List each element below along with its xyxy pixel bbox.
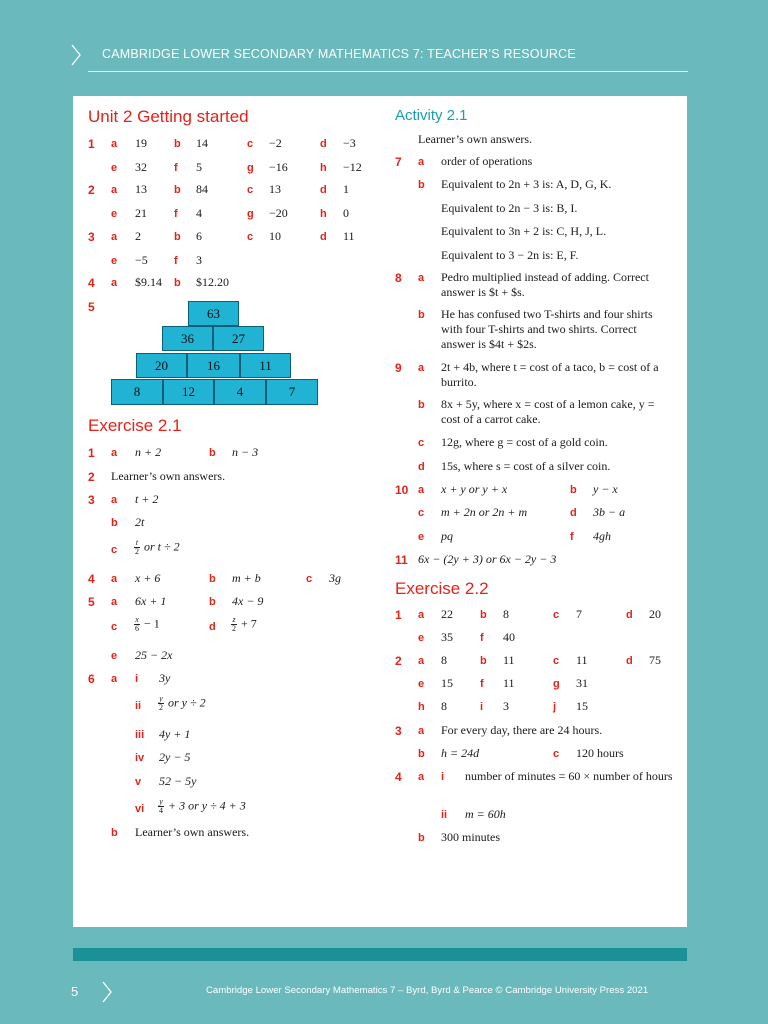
- answer: 20: [649, 607, 661, 621]
- part-letter: b: [209, 596, 216, 608]
- answer: 10: [269, 229, 281, 243]
- part-letter: b: [111, 517, 118, 529]
- part-letter: e: [418, 678, 425, 690]
- question-number: 2: [88, 183, 95, 197]
- pyramid-cell: 63: [188, 301, 239, 326]
- answer: 14: [196, 136, 208, 150]
- answer: 84: [196, 182, 208, 196]
- part-letter: c: [247, 231, 254, 243]
- part-letter: b: [418, 309, 425, 321]
- part-letter: c: [418, 437, 425, 449]
- answer: Equivalent to 3n + 2 is: C, H, J, L.: [441, 224, 607, 238]
- answer: 120 hours: [576, 746, 624, 760]
- footer-bar: [73, 948, 687, 961]
- answer: 6x − (2y + 3) or 6x − 2y − 3: [418, 552, 557, 566]
- answer: 11: [503, 653, 515, 667]
- part-roman: i: [441, 771, 445, 783]
- answer: 6x + 1: [135, 594, 167, 608]
- answer: 12g, where g = cost of a gold coin.: [441, 435, 608, 449]
- answer: −16: [269, 160, 288, 174]
- answer: x + 6: [135, 571, 161, 585]
- part-letter: b: [174, 184, 181, 196]
- part-letter: c: [553, 655, 560, 667]
- fraction: $\frac{x}{6}$: [135, 615, 139, 633]
- part-letter: d: [320, 184, 327, 196]
- pyramid-cell: 27: [213, 326, 264, 351]
- answer: 3b − a: [593, 505, 626, 519]
- part-letter: a: [418, 609, 425, 621]
- part-letter: g: [247, 208, 254, 220]
- part-letter: b: [174, 231, 181, 243]
- answer: Learner’s own answers.: [111, 469, 226, 483]
- answer: 6: [196, 229, 202, 243]
- answer: 15s, where s = cost of a silver coin.: [441, 459, 611, 473]
- answer: 3: [196, 253, 202, 267]
- question-number: 4: [395, 770, 402, 784]
- answer: 0: [343, 206, 349, 220]
- answer: 75: [649, 653, 661, 667]
- part-letter: f: [174, 208, 178, 220]
- answer: 32: [135, 160, 147, 174]
- part-letter: c: [553, 748, 560, 760]
- question-number: 2: [88, 470, 95, 484]
- answer: 4x − 9: [232, 594, 264, 608]
- question-number: 10: [395, 483, 409, 497]
- part-letter: c: [418, 507, 425, 519]
- part-letter: i: [480, 701, 484, 713]
- part-roman: iv: [135, 752, 145, 764]
- answer: 2t + 4b, where t = cost of a taco, b = cost of a burrito.: [441, 360, 659, 389]
- answer: 21: [135, 206, 147, 220]
- answer: 8: [441, 653, 447, 667]
- part-roman: iii: [135, 729, 145, 741]
- answer: −5: [135, 253, 148, 267]
- part-roman: ii: [441, 809, 448, 821]
- question-number: 1: [395, 608, 402, 622]
- fraction: $\frac{t}{2}$: [135, 538, 139, 556]
- part-letter: b: [418, 179, 425, 191]
- part-letter: c: [306, 573, 313, 585]
- answer: m + b: [232, 571, 261, 585]
- part-letter: e: [111, 208, 118, 220]
- part-letter: b: [418, 399, 425, 411]
- answer: n − 3: [232, 445, 259, 459]
- fraction: $\frac{y}{2}$: [159, 694, 163, 712]
- part-letter: b: [480, 609, 487, 621]
- question-number: 11: [395, 553, 408, 567]
- page-content: [73, 96, 687, 927]
- fraction: $\frac{y}{4}$: [159, 797, 163, 815]
- question-number: 1: [88, 137, 95, 151]
- answer: Pedro multiplied instead of adding. Correct answer is $t + $s.: [441, 270, 649, 299]
- answer: m = 60h: [465, 807, 506, 821]
- answer: $\frac{x}{6}$ − 1: [135, 615, 160, 633]
- answer: number of minutes = 60 × number of hours: [465, 769, 673, 783]
- part-letter: b: [418, 832, 425, 844]
- part-letter: g: [247, 162, 254, 174]
- part-letter: a: [111, 573, 118, 585]
- part-letter: f: [570, 531, 574, 543]
- part-letter: a: [111, 231, 118, 243]
- part-letter: d: [320, 231, 327, 243]
- part-roman: vi: [135, 803, 145, 815]
- answer: pq: [441, 529, 453, 543]
- part-letter: d: [209, 621, 216, 633]
- answer: 52 − 5y: [159, 774, 197, 788]
- part-letter: c: [247, 138, 254, 150]
- part-letter: a: [111, 184, 118, 196]
- part-letter: a: [418, 655, 425, 667]
- question-number: 6: [88, 672, 95, 686]
- answer: 13: [135, 182, 147, 196]
- answer: 11: [576, 653, 588, 667]
- part-letter: a: [418, 771, 425, 783]
- header-title: CAMBRIDGE LOWER SECONDARY MATHEMATICS 7: TEACHER’S RESOURCE: [102, 47, 576, 61]
- answer: −2: [269, 136, 282, 150]
- answer: Equivalent to 2n − 3 is: B, I.: [441, 201, 578, 215]
- part-letter: a: [418, 272, 425, 284]
- answer: 2y − 5: [159, 750, 191, 764]
- answer: 5: [196, 160, 202, 174]
- answer: Equivalent to 3 − 2n is: E, F.: [441, 248, 579, 262]
- question-number: 1: [88, 446, 95, 460]
- question-number: 9: [395, 361, 402, 375]
- part-letter: d: [418, 461, 425, 473]
- part-letter: b: [209, 447, 216, 459]
- answer: y − x: [593, 482, 618, 496]
- page-number: 5: [71, 984, 79, 999]
- answer: Equivalent to 2n + 3 is: A, D, G, K.: [441, 177, 612, 191]
- answer: $\frac{z}{2}$ + 7: [232, 615, 257, 633]
- part-letter: c: [111, 621, 118, 633]
- part-letter: h: [418, 701, 425, 713]
- question-number: 5: [88, 595, 95, 609]
- part-letter: d: [570, 507, 577, 519]
- section-title-exercise-2-1: Exercise 2.1: [88, 416, 182, 435]
- answer: $9.14: [135, 275, 162, 289]
- answer: $\frac{t}{2}$ or t ÷ 2: [135, 538, 180, 556]
- pyramid-cell: 20: [136, 353, 187, 378]
- part-letter: e: [111, 255, 118, 267]
- part-letter: c: [111, 544, 118, 556]
- answer: 31: [576, 676, 588, 690]
- part-letter: a: [418, 156, 425, 168]
- answer: 2t: [135, 515, 145, 529]
- part-letter: b: [174, 277, 181, 289]
- pyramid-cell: 7: [266, 379, 318, 405]
- answer: Learner’s own answers.: [418, 132, 533, 146]
- part-letter: d: [626, 655, 633, 667]
- answer: 13: [269, 182, 281, 196]
- part-letter: e: [418, 531, 425, 543]
- part-letter: b: [480, 655, 487, 667]
- pyramid-cell: 36: [162, 326, 213, 351]
- answer: 8: [503, 607, 509, 621]
- answer: 3y: [159, 671, 171, 685]
- answer: t + 2: [135, 492, 159, 506]
- fraction: $\frac{z}{2}$: [232, 615, 236, 633]
- section-title-activity-2-1: Activity 2.1: [395, 107, 468, 124]
- answer: 40: [503, 630, 515, 644]
- pyramid-cell: 16: [187, 353, 240, 378]
- part-letter: b: [570, 484, 577, 496]
- part-letter: f: [174, 255, 178, 267]
- question-number: 3: [88, 493, 95, 507]
- part-letter: f: [174, 162, 178, 174]
- answer: h = 24d: [441, 746, 480, 760]
- answer: $\frac{y}{2}$ or y ÷ 2: [159, 694, 206, 712]
- part-letter: a: [111, 277, 118, 289]
- answer: 15: [441, 676, 453, 690]
- question-number: 3: [395, 724, 402, 738]
- footer-credit: Cambridge Lower Secondary Mathematics 7 – Byrd, Byrd & Pearce © Cambridge University Press 2021: [206, 985, 649, 996]
- answer: order of operations: [441, 154, 533, 168]
- answer: 3: [503, 699, 509, 713]
- answer: 3g: [329, 571, 341, 585]
- part-letter: c: [553, 609, 560, 621]
- answer: For every day, there are 24 hours.: [441, 723, 603, 737]
- part-letter: a: [111, 673, 118, 685]
- part-letter: f: [480, 678, 484, 690]
- pyramid-cell: 4: [214, 379, 266, 405]
- question-number: 8: [395, 271, 402, 285]
- section-title-unit-getting-started: Unit 2 Getting started: [88, 107, 249, 126]
- question-number: 2: [395, 654, 402, 668]
- answer: 8: [441, 699, 447, 713]
- part-roman: ii: [135, 700, 142, 712]
- part-letter: e: [111, 162, 118, 174]
- answer: 19: [135, 136, 147, 150]
- part-letter: a: [111, 596, 118, 608]
- question-number: 4: [88, 572, 95, 586]
- part-roman: i: [135, 673, 139, 685]
- answer: 4gh: [593, 529, 611, 543]
- part-letter: j: [553, 701, 557, 713]
- part-letter: d: [626, 609, 633, 621]
- part-roman: v: [135, 776, 142, 788]
- answer: 2: [135, 229, 141, 243]
- part-letter: a: [418, 484, 425, 496]
- part-letter: a: [111, 447, 118, 459]
- answer: 4: [196, 206, 202, 220]
- answer: 15: [576, 699, 588, 713]
- answer: x + y or y + x: [441, 482, 508, 496]
- part-letter: a: [418, 725, 425, 737]
- part-letter: g: [553, 678, 560, 690]
- answer: 35: [441, 630, 453, 644]
- part-letter: e: [418, 632, 425, 644]
- answer: 300 minutes: [441, 830, 500, 844]
- answer: 11: [503, 676, 515, 690]
- answer: 1: [343, 182, 349, 196]
- pyramid-cell: 12: [163, 379, 214, 405]
- answer: 7: [576, 607, 582, 621]
- answer: 11: [343, 229, 355, 243]
- question-number: 4: [88, 276, 95, 290]
- answer: m + 2n or 2n + m: [441, 505, 528, 519]
- chevron-right-icon[interactable]: [101, 981, 113, 1003]
- part-letter: a: [111, 138, 118, 150]
- answer: $12.20: [196, 275, 229, 289]
- part-letter: c: [247, 184, 254, 196]
- answer: Learner’s own answers.: [135, 825, 250, 839]
- section-title-exercise-2-2: Exercise 2.2: [395, 579, 489, 598]
- part-letter: f: [480, 632, 484, 644]
- answer: $\frac{y}{4}$ + 3 or y ÷ 4 + 3: [159, 797, 246, 815]
- answer: −20: [269, 206, 288, 220]
- pyramid-cell: 11: [240, 353, 291, 378]
- part-letter: b: [174, 138, 181, 150]
- chevron-right-icon: [70, 44, 82, 66]
- answer: −12: [343, 160, 362, 174]
- part-letter: a: [111, 494, 118, 506]
- answer: 25 − 2x: [135, 648, 173, 662]
- part-letter: a: [418, 362, 425, 374]
- question-number: 7: [395, 155, 402, 169]
- part-letter: h: [320, 162, 327, 174]
- number-pyramid: [111, 301, 321, 405]
- part-letter: b: [418, 748, 425, 760]
- answer: 4y + 1: [159, 727, 191, 741]
- part-letter: b: [111, 827, 118, 839]
- answer: 22: [441, 607, 453, 621]
- answer: −3: [343, 136, 356, 150]
- part-letter: e: [111, 650, 118, 662]
- answer: 8x + 5y, where x = cost of a lemon cake, y = cost of a carrot cake.: [441, 397, 655, 426]
- answer: n + 2: [135, 445, 162, 459]
- pyramid-cell: 8: [111, 379, 163, 405]
- part-letter: d: [320, 138, 327, 150]
- part-letter: b: [209, 573, 216, 585]
- question-number: 3: [88, 230, 95, 244]
- header-divider: [88, 71, 688, 72]
- question-number: 5: [88, 300, 95, 314]
- answer: He has confused two T-shirts and four shirts with four T-shirts and two shirts. Correct answer is $4t + $2s.: [441, 307, 653, 351]
- part-letter: h: [320, 208, 327, 220]
